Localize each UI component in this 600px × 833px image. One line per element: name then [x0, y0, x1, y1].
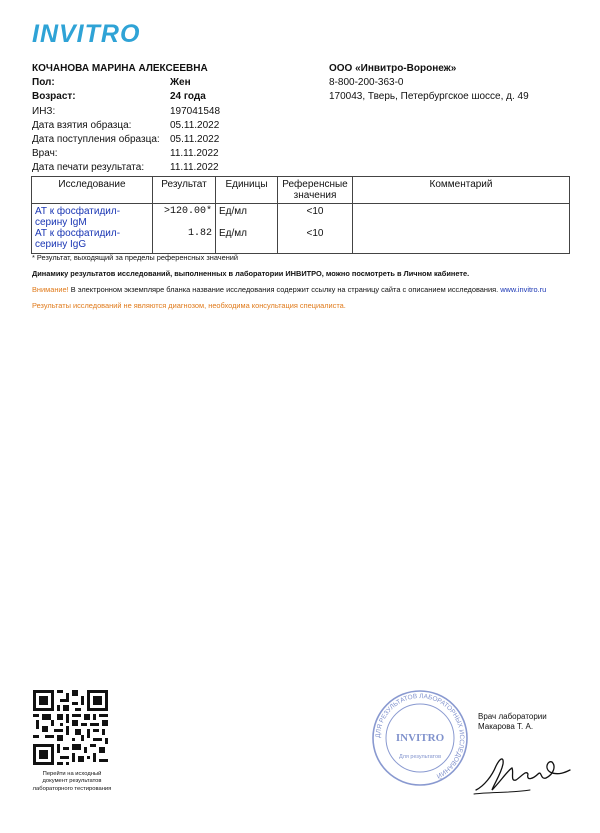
dynamics-note: Динамику результатов исследований, выполненных в лаборатории ИНВИТРО, можно посмотреть в Личном кабинете. — [32, 269, 470, 278]
patient-info — [32, 62, 332, 176]
sample-taken-value: 05.11.2022 — [170, 119, 220, 131]
age-label: Возраст: — [32, 91, 76, 103]
lab-name: ООО «Инвитро-Воронеж» — [329, 63, 457, 74]
sample-received-label: Дата поступления образца: — [32, 134, 160, 146]
table-row — [32, 204, 570, 229]
qr-caption — [24, 771, 120, 793]
stamp-ring-text: ДЛЯ РЕЗУЛЬТАТОВ ЛАБОРАТОРНЫХ ИССЛЕДОВАНИЙ — [374, 692, 466, 780]
inz-value: 197041548 — [170, 105, 221, 117]
invitro-site-link[interactable]: www.invitro.ru — [500, 285, 547, 294]
disclaimer-note: Результаты исследований не являются диагнозом, необходима консультация специалиста. — [32, 301, 346, 310]
patient-age-row — [32, 90, 332, 104]
print-date-label: Дата печати результата: — [32, 162, 145, 174]
sample-taken-label: Дата взятия образца: — [32, 119, 132, 131]
out-of-range-note: * Результат, выходящий за пределы референсных значений — [32, 253, 239, 262]
lab-stamp — [370, 688, 470, 788]
qr-caption-line2: документ результатов — [42, 778, 102, 785]
comment-value — [353, 204, 570, 229]
inz-label: ИНЗ: — [32, 105, 56, 117]
warning-label: Внимание! — [32, 285, 69, 294]
print-date-value: 11.11.2022 — [170, 162, 219, 174]
signer-title: Врач лаборатории — [478, 712, 547, 721]
header-reference — [278, 177, 353, 204]
sex-label: Пол: — [32, 77, 55, 89]
test-name-link[interactable] — [32, 228, 153, 254]
sample-taken-row — [32, 119, 332, 133]
doctor-value: 11.11.2022 — [170, 148, 219, 160]
table-header-row — [32, 177, 570, 204]
table-row — [32, 228, 570, 254]
doctor-row — [32, 147, 332, 161]
signer-name: Макарова Т. А. — [478, 722, 534, 731]
header-result: Результат — [153, 177, 216, 204]
qr-code-icon[interactable] — [33, 690, 108, 765]
warning-note — [32, 285, 546, 294]
stamp-center-text: INVITRO — [395, 732, 445, 744]
comment-value — [353, 228, 570, 254]
header-reference-line2: значения — [293, 190, 337, 201]
age-value: 24 года — [170, 91, 206, 103]
test-name-link[interactable] — [32, 204, 153, 229]
header-units: Единицы — [216, 177, 278, 204]
lab-phone: 8-800-200-363-0 — [329, 77, 404, 89]
patient-inz-row — [32, 105, 332, 119]
test-name-line1: АТ к фосфатидил- — [35, 228, 121, 239]
header-comment: Комментарий — [353, 177, 570, 204]
patient-name: КОЧАНОВА МАРИНА АЛЕКСЕЕВНА — [32, 63, 208, 74]
invitro-logo: INVITRO — [32, 20, 141, 48]
header-reference-line1: Референсные — [282, 179, 348, 190]
warning-text: В электронном экземпляре бланка название исследования содержит ссылку на страницу сайта с описанием исследования. — [68, 285, 501, 294]
patient-sex-row — [32, 76, 332, 90]
test-name-line2: серину IgG — [35, 239, 87, 250]
print-date-row — [32, 161, 332, 175]
qr-caption-line3: лабораторного тестирования — [32, 785, 112, 792]
stamp-inner-text: Для результатов — [398, 754, 442, 760]
reference-value: <10 — [278, 204, 353, 229]
sample-received-value: 05.11.2022 — [170, 134, 220, 146]
lab-info — [329, 62, 579, 105]
qr-caption-line1: Перейти на исходный — [42, 771, 102, 777]
signature — [470, 746, 575, 802]
units-value: Ед/мл — [216, 204, 278, 229]
reference-value: <10 — [278, 228, 353, 254]
results-table — [31, 176, 570, 254]
doctor-label: Врач: — [32, 148, 58, 160]
test-name-line1: АТ к фосфатидил- — [35, 206, 121, 217]
signer-block — [478, 712, 547, 732]
sample-received-row — [32, 133, 332, 147]
lab-address: 170043, Тверь, Петербургское шоссе, д. 49 — [329, 91, 529, 103]
sex-value: Жен — [170, 77, 191, 89]
units-value: Ед/мл — [216, 228, 278, 254]
header-test: Исследование — [32, 177, 153, 204]
result-value: >120.00* — [153, 204, 216, 229]
test-name-line2: серину IgM — [35, 217, 87, 228]
result-value: 1.82 — [153, 228, 216, 254]
